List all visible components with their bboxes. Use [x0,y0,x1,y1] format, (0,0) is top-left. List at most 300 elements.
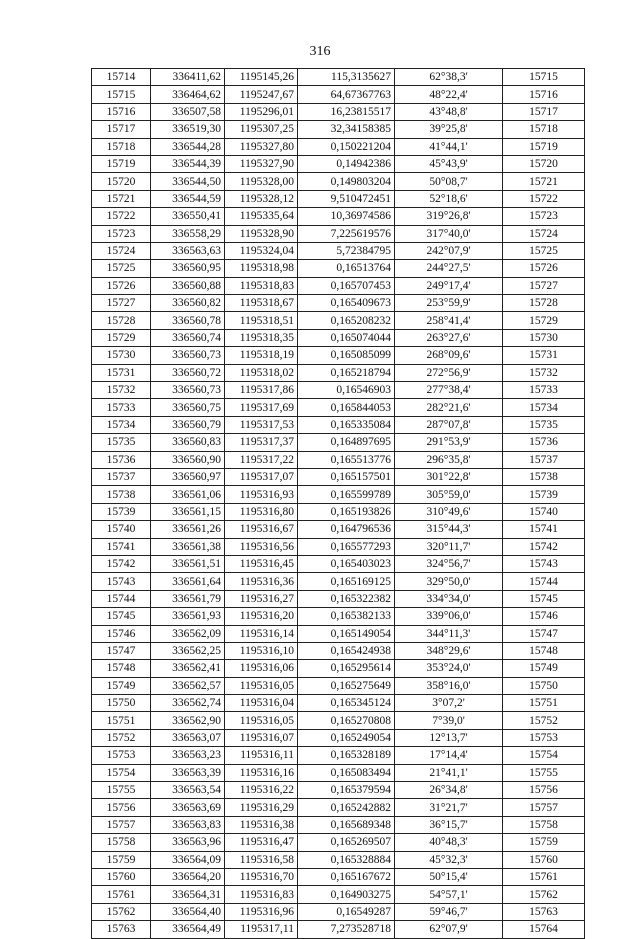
distance-cell: 0,165379594 [298,782,395,799]
distance-cell: 0,165844053 [298,399,395,416]
x-coordinate-cell: 336560,88 [151,277,225,294]
point-number-cell: 15753 [92,747,151,764]
table-row [92,86,585,103]
x-coordinate-cell: 336544,28 [151,138,225,155]
distance-cell: 0,165328189 [298,747,395,764]
direction-angle-cell: 12°13,7' [395,729,503,746]
direction-angle-cell: 17°14,4' [395,747,503,764]
point-number-cell: 15759 [92,851,151,868]
distance-cell: 0,165208232 [298,312,395,329]
y-coordinate-cell: 1195316,80 [225,503,298,520]
x-coordinate-cell: 336564,49 [151,921,225,938]
next-point-number-cell: 15750 [503,677,585,694]
y-coordinate-cell: 1195316,67 [225,521,298,538]
direction-angle-cell: 315°44,3' [395,521,503,538]
next-point-number-cell: 15733 [503,382,585,399]
y-coordinate-cell: 1195316,70 [225,868,298,885]
table-row [92,312,585,329]
direction-angle-cell: 310°49,6' [395,503,503,520]
table-row [92,747,585,764]
table-row [92,799,585,816]
point-number-cell: 15726 [92,277,151,294]
direction-angle-cell: 277°38,4' [395,382,503,399]
distance-cell: 0,165322382 [298,590,395,607]
next-point-number-cell: 15731 [503,347,585,364]
next-point-number-cell: 15747 [503,625,585,642]
next-point-number-cell: 15760 [503,851,585,868]
table-row [92,242,585,259]
y-coordinate-cell: 1195316,05 [225,712,298,729]
next-point-number-cell: 15729 [503,312,585,329]
point-number-cell: 15724 [92,242,151,259]
point-number-cell: 15729 [92,329,151,346]
direction-angle-cell: 287°07,8' [395,416,503,433]
table-row [92,625,585,642]
distance-cell: 0,16546903 [298,382,395,399]
coordinates-table [91,68,585,939]
direction-angle-cell: 339°06,0' [395,608,503,625]
y-coordinate-cell: 1195316,20 [225,608,298,625]
next-point-number-cell: 15715 [503,69,585,86]
y-coordinate-cell: 1195328,00 [225,173,298,190]
y-coordinate-cell: 1195328,90 [225,225,298,242]
distance-cell: 0,165169125 [298,573,395,590]
direction-angle-cell: 319°26,8' [395,208,503,225]
direction-angle-cell: 31°21,7' [395,799,503,816]
x-coordinate-cell: 336561,64 [151,573,225,590]
x-coordinate-cell: 336562,09 [151,625,225,642]
point-number-cell: 15741 [92,538,151,555]
distance-cell: 0,165689348 [298,816,395,833]
next-point-number-cell: 15742 [503,538,585,555]
table-row [92,468,585,485]
distance-cell: 0,14942386 [298,155,395,172]
next-point-number-cell: 15753 [503,729,585,746]
distance-cell: 7,273528718 [298,921,395,938]
point-number-cell: 15744 [92,590,151,607]
next-point-number-cell: 15734 [503,399,585,416]
next-point-number-cell: 15718 [503,121,585,138]
direction-angle-cell: 50°08,7' [395,173,503,190]
y-coordinate-cell: 1195316,29 [225,799,298,816]
next-point-number-cell: 15757 [503,799,585,816]
distance-cell: 0,165218794 [298,364,395,381]
x-coordinate-cell: 336561,15 [151,503,225,520]
next-point-number-cell: 15724 [503,225,585,242]
y-coordinate-cell: 1195324,04 [225,242,298,259]
distance-cell: 0,165513776 [298,451,395,468]
x-coordinate-cell: 336560,95 [151,260,225,277]
table-row [92,382,585,399]
y-coordinate-cell: 1195316,45 [225,555,298,572]
x-coordinate-cell: 336562,74 [151,695,225,712]
distance-cell: 0,165328884 [298,851,395,868]
x-coordinate-cell: 336544,39 [151,155,225,172]
x-coordinate-cell: 336561,51 [151,555,225,572]
table-row [92,886,585,903]
x-coordinate-cell: 336560,74 [151,329,225,346]
table-row [92,642,585,659]
direction-angle-cell: 242°07,9' [395,242,503,259]
direction-angle-cell: 305°59,0' [395,486,503,503]
y-coordinate-cell: 1195317,07 [225,468,298,485]
next-point-number-cell: 15749 [503,660,585,677]
point-number-cell: 15721 [92,190,151,207]
distance-cell: 0,165577293 [298,538,395,555]
y-coordinate-cell: 1195318,67 [225,295,298,312]
table-row [92,103,585,120]
distance-cell: 0,165083494 [298,764,395,781]
direction-angle-cell: 301°22,8' [395,468,503,485]
direction-angle-cell: 272°56,9' [395,364,503,381]
table-row [92,277,585,294]
y-coordinate-cell: 1195316,93 [225,486,298,503]
y-coordinate-cell: 1195316,05 [225,677,298,694]
table-row [92,538,585,555]
x-coordinate-cell: 336519,30 [151,121,225,138]
distance-cell: 0,16549287 [298,903,395,920]
point-number-cell: 15722 [92,208,151,225]
point-number-cell: 15755 [92,782,151,799]
next-point-number-cell: 15716 [503,86,585,103]
table-row [92,764,585,781]
y-coordinate-cell: 1195318,02 [225,364,298,381]
table-row [92,782,585,799]
y-coordinate-cell: 1195327,90 [225,155,298,172]
distance-cell: 0,165424938 [298,642,395,659]
table-row [92,434,585,451]
table-row [92,260,585,277]
distance-cell: 0,164897695 [298,434,395,451]
point-number-cell: 15734 [92,416,151,433]
direction-angle-cell: 48°22,4' [395,86,503,103]
direction-angle-cell: 249°17,4' [395,277,503,294]
next-point-number-cell: 15730 [503,329,585,346]
direction-angle-cell: 45°32,3' [395,851,503,868]
distance-cell: 0,164796536 [298,521,395,538]
next-point-number-cell: 15743 [503,555,585,572]
next-point-number-cell: 15735 [503,416,585,433]
distance-cell: 0,165085099 [298,347,395,364]
y-coordinate-cell: 1195318,51 [225,312,298,329]
direction-angle-cell: 348°29,6' [395,642,503,659]
y-coordinate-cell: 1195318,83 [225,277,298,294]
x-coordinate-cell: 336561,38 [151,538,225,555]
y-coordinate-cell: 1195316,38 [225,816,298,833]
y-coordinate-cell: 1195316,11 [225,747,298,764]
direction-angle-cell: 358°16,0' [395,677,503,694]
x-coordinate-cell: 336561,93 [151,608,225,625]
distance-cell: 115,3135627 [298,69,395,86]
table-row [92,851,585,868]
table-row [92,225,585,242]
table-row [92,521,585,538]
x-coordinate-cell: 336563,39 [151,764,225,781]
y-coordinate-cell: 1195316,27 [225,590,298,607]
page-number: 316 [309,44,331,59]
next-point-number-cell: 15754 [503,747,585,764]
point-number-cell: 15720 [92,173,151,190]
distance-cell: 32,34158385 [298,121,395,138]
direction-angle-cell: 244°27,5' [395,260,503,277]
point-number-cell: 15749 [92,677,151,694]
x-coordinate-cell: 336561,06 [151,486,225,503]
x-coordinate-cell: 336563,23 [151,747,225,764]
y-coordinate-cell: 1195316,16 [225,764,298,781]
table-row [92,834,585,851]
distance-cell: 16,23815517 [298,103,395,120]
table-row [92,364,585,381]
next-point-number-cell: 15755 [503,764,585,781]
next-point-number-cell: 15739 [503,486,585,503]
y-coordinate-cell: 1195317,69 [225,399,298,416]
y-coordinate-cell: 1195316,83 [225,886,298,903]
distance-cell: 0,165275649 [298,677,395,694]
distance-cell: 0,165157501 [298,468,395,485]
point-number-cell: 15751 [92,712,151,729]
next-point-number-cell: 15720 [503,155,585,172]
point-number-cell: 15718 [92,138,151,155]
point-number-cell: 15746 [92,625,151,642]
next-point-number-cell: 15741 [503,521,585,538]
y-coordinate-cell: 1195318,35 [225,329,298,346]
distance-cell: 0,165269507 [298,834,395,851]
x-coordinate-cell: 336560,72 [151,364,225,381]
direction-angle-cell: 296°35,8' [395,451,503,468]
y-coordinate-cell: 1195316,36 [225,573,298,590]
next-point-number-cell: 15752 [503,712,585,729]
table-row [92,503,585,520]
x-coordinate-cell: 336560,78 [151,312,225,329]
y-coordinate-cell: 1195316,07 [225,729,298,746]
x-coordinate-cell: 336560,79 [151,416,225,433]
table-row [92,208,585,225]
x-coordinate-cell: 336464,62 [151,86,225,103]
direction-angle-cell: 291°53,9' [395,434,503,451]
x-coordinate-cell: 336411,62 [151,69,225,86]
table-row [92,660,585,677]
table-row [92,69,585,86]
direction-angle-cell: 334°34,0' [395,590,503,607]
distance-cell: 0,165193826 [298,503,395,520]
point-number-cell: 15762 [92,903,151,920]
distance-cell: 0,165249054 [298,729,395,746]
point-number-cell: 15761 [92,886,151,903]
distance-cell: 7,225619576 [298,225,395,242]
direction-angle-cell: 7°39,0' [395,712,503,729]
distance-cell: 0,165409673 [298,295,395,312]
next-point-number-cell: 15736 [503,434,585,451]
distance-cell: 0,165295614 [298,660,395,677]
x-coordinate-cell: 336564,40 [151,903,225,920]
x-coordinate-cell: 336560,75 [151,399,225,416]
y-coordinate-cell: 1195318,98 [225,260,298,277]
coordinates-table-body [92,69,585,939]
direction-angle-cell: 317°40,0' [395,225,503,242]
x-coordinate-cell: 336561,79 [151,590,225,607]
next-point-number-cell: 15728 [503,295,585,312]
table-row [92,712,585,729]
distance-cell: 0,165599789 [298,486,395,503]
point-number-cell: 15743 [92,573,151,590]
point-number-cell: 15742 [92,555,151,572]
table-row [92,903,585,920]
table-row [92,138,585,155]
direction-angle-cell: 41°44,1' [395,138,503,155]
direction-angle-cell: 36°15,7' [395,816,503,833]
y-coordinate-cell: 1195316,06 [225,660,298,677]
point-number-cell: 15723 [92,225,151,242]
x-coordinate-cell: 336560,73 [151,382,225,399]
next-point-number-cell: 15717 [503,103,585,120]
point-number-cell: 15757 [92,816,151,833]
y-coordinate-cell: 1195316,47 [225,834,298,851]
x-coordinate-cell: 336562,90 [151,712,225,729]
direction-angle-cell: 324°56,7' [395,555,503,572]
next-point-number-cell: 15727 [503,277,585,294]
y-coordinate-cell: 1195327,80 [225,138,298,155]
direction-angle-cell: 40°48,3' [395,834,503,851]
next-point-number-cell: 15732 [503,364,585,381]
table-row [92,121,585,138]
x-coordinate-cell: 336560,73 [151,347,225,364]
point-number-cell: 15725 [92,260,151,277]
table-row [92,608,585,625]
x-coordinate-cell: 336560,83 [151,434,225,451]
next-point-number-cell: 15746 [503,608,585,625]
direction-angle-cell: 3°07,2' [395,695,503,712]
x-coordinate-cell: 336563,54 [151,782,225,799]
distance-cell: 0,165382133 [298,608,395,625]
point-number-cell: 15719 [92,155,151,172]
distance-cell: 0,165242882 [298,799,395,816]
y-coordinate-cell: 1195316,14 [225,625,298,642]
next-point-number-cell: 15744 [503,573,585,590]
next-point-number-cell: 15721 [503,173,585,190]
table-row [92,155,585,172]
direction-angle-cell: 320°11,7' [395,538,503,555]
point-number-cell: 15717 [92,121,151,138]
table-row [92,695,585,712]
direction-angle-cell: 253°59,9' [395,295,503,312]
y-coordinate-cell: 1195316,58 [225,851,298,868]
y-coordinate-cell: 1195145,26 [225,69,298,86]
table-row [92,173,585,190]
distance-cell: 10,36974586 [298,208,395,225]
direction-angle-cell: 54°57,1' [395,886,503,903]
direction-angle-cell: 26°34,8' [395,782,503,799]
y-coordinate-cell: 1195316,22 [225,782,298,799]
next-point-number-cell: 15725 [503,242,585,259]
x-coordinate-cell: 336564,31 [151,886,225,903]
direction-angle-cell: 21°41,1' [395,764,503,781]
point-number-cell: 15715 [92,86,151,103]
y-coordinate-cell: 1195317,86 [225,382,298,399]
x-coordinate-cell: 336563,07 [151,729,225,746]
y-coordinate-cell: 1195247,67 [225,86,298,103]
next-point-number-cell: 15762 [503,886,585,903]
next-point-number-cell: 15738 [503,468,585,485]
table-row [92,677,585,694]
y-coordinate-cell: 1195317,37 [225,434,298,451]
point-number-cell: 15735 [92,434,151,451]
point-number-cell: 15730 [92,347,151,364]
x-coordinate-cell: 336564,20 [151,868,225,885]
point-number-cell: 15740 [92,521,151,538]
point-number-cell: 15731 [92,364,151,381]
x-coordinate-cell: 336562,25 [151,642,225,659]
y-coordinate-cell: 1195307,25 [225,121,298,138]
x-coordinate-cell: 336544,50 [151,173,225,190]
table-row [92,347,585,364]
x-coordinate-cell: 336558,29 [151,225,225,242]
direction-angle-cell: 258°41,4' [395,312,503,329]
point-number-cell: 15752 [92,729,151,746]
x-coordinate-cell: 336563,96 [151,834,225,851]
next-point-number-cell: 15722 [503,190,585,207]
point-number-cell: 15716 [92,103,151,120]
y-coordinate-cell: 1195335,64 [225,208,298,225]
x-coordinate-cell: 336560,82 [151,295,225,312]
next-point-number-cell: 15719 [503,138,585,155]
point-number-cell: 15758 [92,834,151,851]
distance-cell: 0,165074044 [298,329,395,346]
next-point-number-cell: 15748 [503,642,585,659]
point-number-cell: 15736 [92,451,151,468]
next-point-number-cell: 15723 [503,208,585,225]
y-coordinate-cell: 1195296,01 [225,103,298,120]
table-row [92,921,585,938]
distance-cell: 64,67367763 [298,86,395,103]
x-coordinate-cell: 336507,58 [151,103,225,120]
y-coordinate-cell: 1195318,19 [225,347,298,364]
point-number-cell: 15747 [92,642,151,659]
distance-cell: 0,165149054 [298,625,395,642]
point-number-cell: 15748 [92,660,151,677]
table-row [92,868,585,885]
table-row [92,399,585,416]
point-number-cell: 15727 [92,295,151,312]
table-row [92,816,585,833]
direction-angle-cell: 62°07,9' [395,921,503,938]
point-number-cell: 15756 [92,799,151,816]
next-point-number-cell: 15764 [503,921,585,938]
table-row [92,486,585,503]
next-point-number-cell: 15759 [503,834,585,851]
distance-cell: 0,150221204 [298,138,395,155]
point-number-cell: 15754 [92,764,151,781]
table-row [92,451,585,468]
direction-angle-cell: 268°09,6' [395,347,503,364]
x-coordinate-cell: 336563,83 [151,816,225,833]
distance-cell: 0,16513764 [298,260,395,277]
table-row [92,295,585,312]
x-coordinate-cell: 336563,63 [151,242,225,259]
y-coordinate-cell: 1195316,10 [225,642,298,659]
table-row [92,729,585,746]
distance-cell: 0,165270808 [298,712,395,729]
table-row [92,190,585,207]
direction-angle-cell: 50°15,4' [395,868,503,885]
table-row [92,555,585,572]
y-coordinate-cell: 1195317,11 [225,921,298,938]
direction-angle-cell: 353°24,0' [395,660,503,677]
point-number-cell: 15728 [92,312,151,329]
table-row [92,573,585,590]
y-coordinate-cell: 1195317,53 [225,416,298,433]
y-coordinate-cell: 1195316,04 [225,695,298,712]
distance-cell: 9,510472451 [298,190,395,207]
